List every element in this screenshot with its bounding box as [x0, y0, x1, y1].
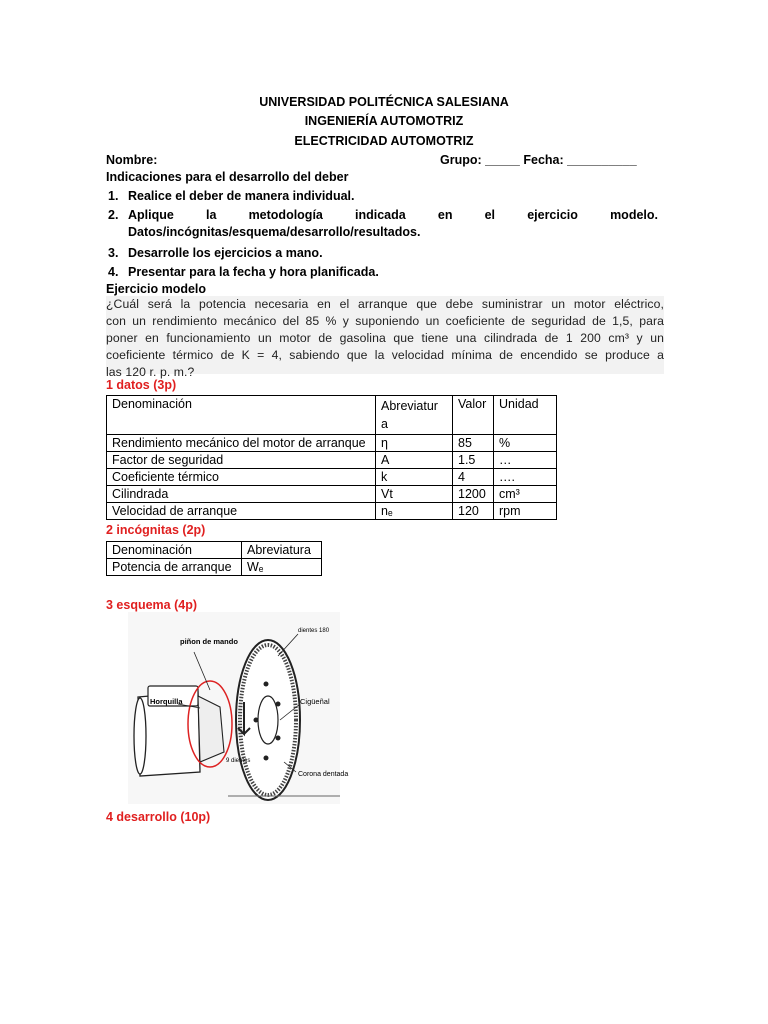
ejercicio-title: Ejercicio modelo	[106, 282, 207, 296]
table-row: Potencia de arranque Wₑ	[107, 559, 322, 576]
table-row: Coeficiente térmico k 4 ….	[107, 469, 557, 486]
subject-title: ELECTRICIDAD AUTOMOTRIZ	[294, 134, 474, 148]
table-row: Cilindrada Vt 1200 cm³	[107, 486, 557, 503]
table-row: Rendimiento mecánico del motor de arranque η 85 %	[107, 435, 557, 452]
nombre-label: Nombre:	[106, 153, 158, 167]
instruction-item: 4. Presentar para la fecha y hora planificada.	[108, 265, 379, 279]
incognitas-section-title: 2 incógnitas (2p)	[106, 523, 206, 537]
instruction-item: 3. Desarrolle los ejercicios a mano.	[108, 246, 323, 260]
career-title: INGENIERÍA AUTOMOTRIZ	[304, 114, 464, 128]
instruction-item: 2. Aplique la metodología indicada en el ejercicio modelo. Datos/incógnitas/esquema/desarrollo/resultados.	[108, 208, 658, 239]
starter-diagram-svg	[128, 612, 349, 804]
grupo-fecha-label: Grupo: _____ Fecha: __________	[440, 153, 637, 167]
label-dientes9: 9 dientes	[226, 758, 251, 764]
instructions-title: Indicaciones para el desarrollo del deber	[106, 170, 349, 184]
label-dientes180: dientes 180	[298, 628, 330, 634]
table-header-row: Denominación Abreviatur a Valor Unidad	[107, 396, 557, 435]
label-corona: Corona dentada	[298, 771, 349, 778]
esquema-section-title: 3 esquema (4p)	[106, 598, 198, 612]
problem-statement: ¿Cuál será la potencia necesaria en el arranque que debe suministrar un motor eléctrico, con un rendimiento mecánico del 85 % y suponiendo un coeficiente de seguridad de 1,5, para poner en funcionamiento un motor de gasolina que tiene una cilindrada de 1 200 cm³ y un coeficiente térmico de K = 4, sabiendo que la velocidad mínima de encendido se produce a las 120 r. p. m.?	[106, 297, 664, 379]
label-ciguenal: Cigüeñal	[300, 697, 330, 706]
datos-section-title: 1 datos (3p)	[106, 378, 177, 392]
label-pinon: piñon de mando	[180, 637, 238, 646]
university-title: UNIVERSIDAD POLITÉCNICA SALESIANA	[259, 95, 509, 109]
starter-motor-diagram	[128, 612, 349, 804]
table-row: Factor de seguridad A 1.5 …	[107, 452, 557, 469]
table-row: Velocidad de arranque nₑ 120 rpm	[107, 503, 557, 520]
incognitas-table	[106, 541, 322, 576]
label-horquilla: Horquilla	[150, 697, 183, 706]
datos-table	[106, 395, 557, 520]
instruction-line-justified: Aplique la metodología indicada en el ejercicio modelo.	[128, 208, 658, 222]
desarrollo-section-title: 4 desarrollo (10p)	[106, 810, 211, 824]
instruction-item: 1. Realice el deber de manera individual.	[108, 189, 355, 203]
table-header-row: Denominación Abreviatura	[107, 542, 322, 559]
